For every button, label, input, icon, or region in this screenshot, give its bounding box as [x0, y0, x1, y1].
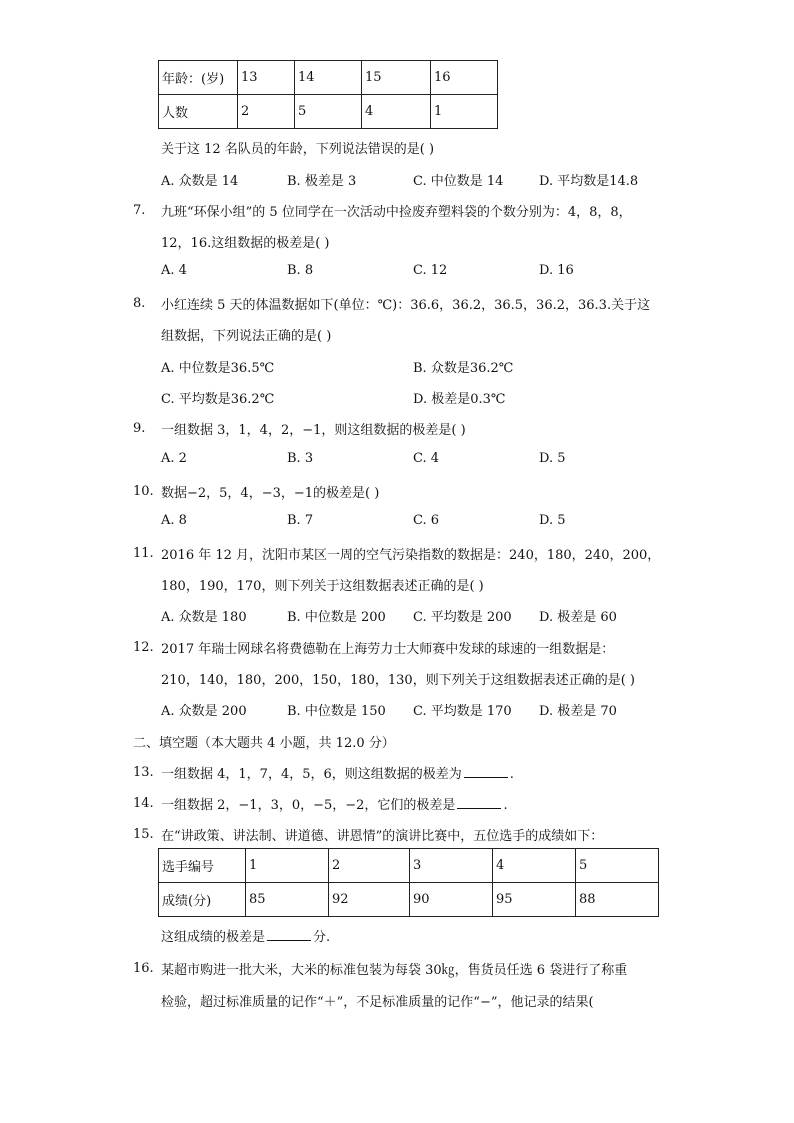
option-c: C. 6: [413, 513, 440, 528]
option-a: A. 4: [161, 263, 187, 278]
table-cell: 14: [295, 61, 362, 95]
question-text: 这组成绩的极差是: [161, 930, 266, 945]
question-text: 一组数据 2，−1，3，0，−5，−2，它们的极差是: [161, 798, 456, 813]
answer-blank[interactable]: [464, 765, 508, 778]
age-table: [158, 60, 498, 129]
option-d: D. 平均数是14.8: [539, 174, 639, 189]
question-stem: 180，190，170，则下列关于这组数据表述正确的是( ): [161, 579, 484, 594]
table-cell: 成绩(分): [159, 883, 246, 917]
option-d: D. 5: [539, 451, 566, 466]
table-row: [159, 61, 498, 95]
table-cell: 4: [362, 95, 431, 129]
question-stem: 某超市购进一批大米，大米的标准包装为每袋 30㎏，售货员任选 6 袋进行了称重: [161, 963, 628, 978]
table-row: [159, 883, 659, 917]
question-stem: 210，140，180，200，150，180，130，则下列关于这组数据表述正确的是( ): [161, 673, 635, 688]
option-d: D. 5: [539, 513, 566, 528]
question-stem: 12，16.这组数据的极差是( ): [161, 236, 330, 251]
table-cell: 95: [493, 883, 576, 917]
question-number: 9.: [133, 421, 146, 436]
table-cell: 选手编号: [159, 849, 246, 883]
table-cell: 1: [246, 849, 329, 883]
table-cell: 16: [431, 61, 498, 95]
question-number: 8.: [133, 296, 146, 311]
answer-blank[interactable]: [267, 928, 311, 941]
option-c: C. 平均数是 200: [413, 610, 512, 625]
question-stem: 2016 年 12 月，沈阳市某区一周的空气污染指数的数据是：240，180，240，200，: [161, 548, 661, 563]
option-a: A. 众数是 200: [161, 704, 247, 719]
option-d: D. 极差是 60: [539, 610, 617, 625]
table-row: [159, 849, 659, 883]
question-number: 11.: [133, 546, 154, 561]
question-number: 16.: [133, 961, 154, 976]
option-b: B. 极差是 3: [287, 174, 357, 189]
question-text: .: [509, 767, 514, 782]
question-stem: 检验，超过标准质量的记作“＋”，不足标准质量的记作“−”，他记录的结果(: [161, 995, 594, 1010]
question-stem: [161, 763, 514, 782]
table-cell: 13: [238, 61, 295, 95]
option-a: A. 中位数是36.5℃: [161, 361, 275, 376]
section-heading: 二、填空题（本大题共 4 小题，共 12.0 分）: [133, 736, 395, 751]
question-stem: 数据−2，5，4，−3，−1的极差是( ): [161, 486, 380, 501]
option-b: B. 中位数是 150: [287, 704, 386, 719]
table-cell: 88: [576, 883, 659, 917]
option-d: D. 极差是 70: [539, 704, 617, 719]
question-stem: 九班“环保小组”的 5 位同学在一次活动中捡废弃塑料袋的个数分别为：4，8，8，: [161, 205, 632, 220]
table-cell: 3: [410, 849, 493, 883]
question-stem: [161, 926, 330, 945]
table-cell: 15: [362, 61, 431, 95]
question-text: 分.: [313, 930, 331, 945]
table-cell: 1: [431, 95, 498, 129]
question-text: .: [503, 798, 508, 813]
question-number: 15.: [133, 827, 154, 842]
option-a: A. 众数是 14: [161, 174, 239, 189]
option-a: A. 众数是 180: [161, 610, 247, 625]
option-b: B. 8: [287, 263, 314, 278]
table-cell: 2: [238, 95, 295, 129]
option-d: D. 极差是0.3℃: [413, 392, 506, 407]
option-a: A. 2: [161, 451, 187, 466]
option-c: C. 平均数是 170: [413, 704, 512, 719]
table-cell: 90: [410, 883, 493, 917]
table-cell: 年龄：(岁): [159, 61, 238, 95]
question-text: 一组数据 4，1，7，4，5，6，则这组数据的极差为: [161, 767, 462, 782]
question-stem: 关于这 12 名队员的年龄，下列说法错误的是( ): [161, 142, 435, 157]
option-c: C. 中位数是 14: [413, 174, 504, 189]
option-c: C. 平均数是36.2℃: [161, 392, 275, 407]
table-cell: 85: [246, 883, 329, 917]
option-b: B. 3: [287, 451, 314, 466]
option-c: C. 4: [413, 451, 440, 466]
question-number: 13.: [133, 765, 154, 780]
table-cell: 4: [493, 849, 576, 883]
question-number: 7.: [133, 203, 146, 218]
question-stem: 在“讲政策、讲法制、讲道德、讲恩情”的演讲比赛中，五位选手的成绩如下：: [161, 829, 604, 844]
option-b: B. 众数是36.2℃: [413, 361, 514, 376]
option-b: B. 7: [287, 513, 314, 528]
question-stem: [161, 794, 508, 813]
option-a: A. 8: [161, 513, 187, 528]
table-cell: 2: [329, 849, 410, 883]
answer-blank[interactable]: [457, 796, 501, 809]
table-cell: 92: [329, 883, 410, 917]
question-stem: 组数据，下列说法正确的是( ): [161, 329, 332, 344]
option-b: B. 中位数是 200: [287, 610, 386, 625]
question-stem: 小红连续 5 天的体温数据如下(单位：℃)：36.6，36.2，36.5，36.2，36.3.关于这: [161, 298, 651, 313]
question-stem: 一组数据 3，1，4，2，−1，则这组数据的极差是( ): [161, 423, 466, 438]
question-number: 12.: [133, 640, 154, 655]
option-c: C. 12: [413, 263, 448, 278]
question-number: 10.: [133, 484, 154, 499]
question-stem: 2017 年瑞士网球名将费德勒在上海劳力士大师赛中发球的球速的一组数据是：: [161, 642, 615, 657]
option-d: D. 16: [539, 263, 574, 278]
table-cell: 人数: [159, 95, 238, 129]
score-table: [158, 848, 659, 917]
table-row: [159, 95, 498, 129]
table-cell: 5: [295, 95, 362, 129]
question-number: 14.: [133, 796, 154, 811]
table-cell: 5: [576, 849, 659, 883]
